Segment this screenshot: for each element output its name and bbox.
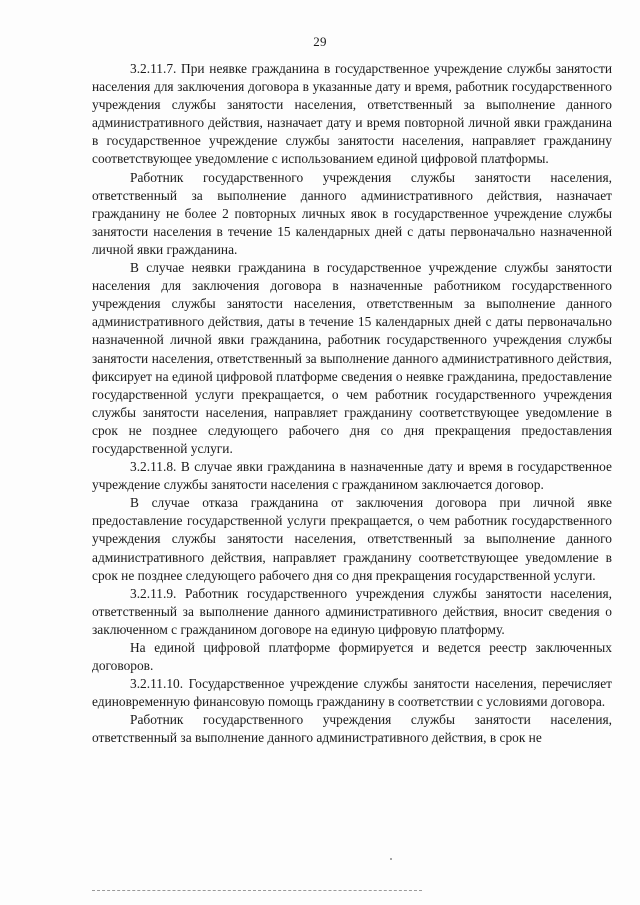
paragraph-deadline-continued: Работник государственного учреждения службы занятости населения, ответственный за выполнение данного административного действия, в срок не (92, 712, 612, 746)
paragraph-3-2-11-8: 3.2.11.8. В случае явки гражданина в назначенные дату и время в государственное учреждение службы занятости населения с гражданином заключается договор. (92, 459, 612, 493)
paragraph-refusal: В случае отказа гражданина от заключения договора при личной явке предоставление государственной услуги прекращается, о чем работник государственного учреждения службы занятости населения, ответственный за выполнение данного административного действия, направляет гражданину соответствующее уведомление в срок не позднее следующего рабочего дня со дня прекращения государственной услуги. (92, 495, 612, 583)
paragraph-3-2-11-10: 3.2.11.10. Государственное учреждение службы занятости населения, перечисляет единовременную финансовую помощь гражданину в соответствии с условиями договора. (92, 676, 612, 710)
paragraph-registry: На единой цифровой платформе формируется и ведется реестр заключенных договоров. (92, 640, 612, 674)
page-number: 29 (313, 34, 327, 49)
document-body (92, 60, 612, 748)
paragraph-3-2-11-9: 3.2.11.9. Работник государственного учреждения службы занятости населения, ответственный за выполнение данного административного действия, вносит сведения о заключенном с гражданином договоре на единую цифровую платформу. (92, 585, 612, 637)
scan-edge-rule (92, 890, 422, 891)
paragraph-3-2-11-7: 3.2.11.7. При неявке гражданина в государственное учреждение службы занятости населения для заключения договора в указанные дату и время, работник государственного учреждения службы занятости населения, ответственный за выполнение данного административного действия, назначает дату и время повторной личной явки гражданина в государственное учреждение службы занятости населения, направляет гражданину соответствующее уведомление с использованием единой цифровой платформы. (92, 61, 612, 167)
scan-speck (390, 858, 392, 860)
paragraph-repeat-appointments: Работник государственного учреждения службы занятости населения, ответственный за выполнение данного административного действия, назначает гражданину не более 2 повторных личных явок в государственное учреждение службы занятости населения в течение 15 календарных дней с даты первоначально назначенной личной явки гражданина. (92, 169, 612, 257)
paragraph-no-show-termination: В случае неявки гражданина в государственное учреждение службы занятости населения для заключения договора в назначенные работником государственного учреждения службы занятости населения, ответственным за выполнение данного административного действия, даты в течение 15 календарных дней с даты первоначально назначенной личной явки гражданина, работник государственного учреждения службы занятости населения, ответственный за выполнение данного административного действия, фиксирует на единой цифровой платформе сведения о неявке гражданина, предоставление государственной услуги прекращается, о чем работник государственного учреждения службы занятости населения, направляет гражданину соответствующее уведомление в срок не позднее следующего рабочего дня со дня прекращения предоставления государственной услуги. (92, 260, 612, 456)
